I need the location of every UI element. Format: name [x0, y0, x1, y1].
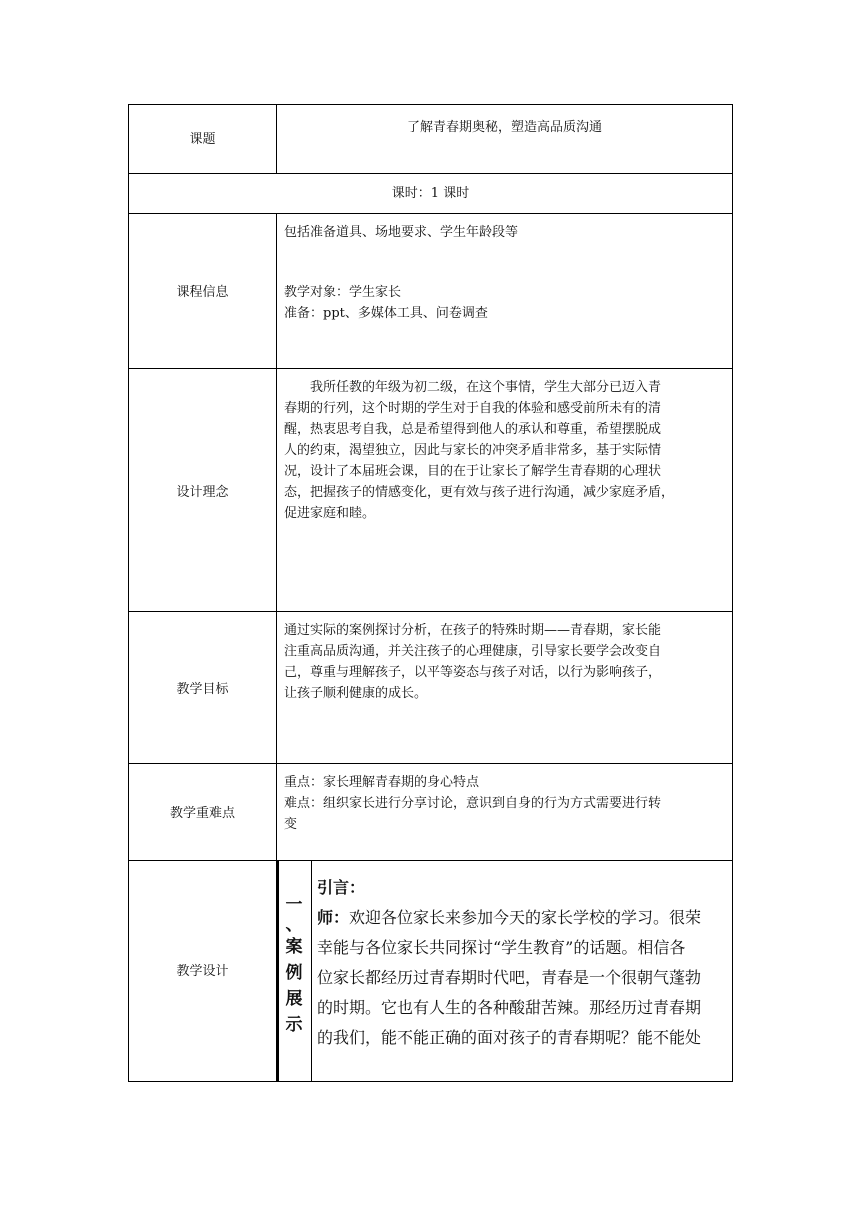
- design-concept-line: 人的约束，渴望独立，因此与家长的冲突矛盾非常多，基于实际情: [284, 443, 662, 458]
- teaching-goal-line: 通过实际的案例探讨分析，在孩子的特殊时期——青春期，家长能: [284, 623, 662, 638]
- course-info-line: 教学对象：学生家长: [284, 285, 402, 300]
- key-point-line: 难点：组织家长进行分享讨论，意识到自身的行为方式需要进行转: [284, 796, 662, 811]
- key-points-label: 教学重难点: [169, 806, 235, 821]
- design-concept-line: 促进家庭和睦。: [284, 506, 376, 521]
- section-char: 展: [285, 989, 303, 1009]
- design-line: 的我们，能不能正确的面对孩子的青春期呢？能不能处: [317, 1028, 702, 1047]
- section-title-case-study: [277, 862, 311, 1080]
- design-line: 的时期。它也有人生的各种酸甜苦辣。那经历过青春期: [317, 998, 702, 1017]
- design-concept-label: 设计理念: [176, 485, 229, 500]
- course-info-line: 包括准备道具、场地要求、学生年龄段等: [284, 225, 519, 240]
- key-points-content: [284, 772, 730, 835]
- design-concept-line: 春期的行列，这个时期的学生对于自我的体验和感受前所未有的清: [284, 401, 662, 416]
- teaching-design-label: 教学设计: [176, 964, 229, 979]
- teaching-goal-line: 注重高品质沟通，并关注孩子的心理健康，引导家长要学会改变自: [284, 644, 662, 659]
- teaching-goal-line: 让孩子顺利健康的成长。: [284, 686, 428, 701]
- section-char: 一: [285, 895, 303, 915]
- section-char: 案: [285, 937, 303, 957]
- section-char: 、: [285, 915, 303, 935]
- section-char: 示: [285, 1015, 303, 1035]
- course-info-content: [284, 222, 728, 324]
- course-info-label: 课程信息: [176, 285, 229, 300]
- topic-value: 了解青春期奥秘，塑造高品质沟通: [406, 120, 602, 135]
- teaching-goal-content: [284, 620, 730, 704]
- section-char: 例: [285, 963, 303, 983]
- topic-label: 课题: [189, 132, 216, 147]
- teaching-goal-label: 教学目标: [176, 682, 229, 697]
- course-info-line: 准备：ppt、多媒体工具、问卷调查: [284, 306, 488, 321]
- design-line: 幸能与各位家长共同探讨“学生教育”的话题。相信各: [317, 938, 686, 957]
- design-concept-content: [284, 377, 730, 524]
- teacher-speaker: 师：: [317, 908, 350, 927]
- design-concept-line: 态，把握孩子的情感变化，更有效与孩子进行沟通，减少家庭矛盾，: [284, 485, 675, 500]
- key-point-line: 变: [284, 817, 298, 832]
- design-concept-line: 况，设计了本届班会课，目的在于让家长了解学生青春期的心理状: [284, 464, 662, 479]
- design-line: 位家长都经历过青春期时代吧，青春是一个很朝气蓬勃: [317, 968, 702, 987]
- design-concept-line: 醒，热衷思考自我，总是希望得到他人的承认和尊重，希望摆脱成: [284, 422, 662, 437]
- intro-heading: 引言：: [317, 878, 366, 897]
- key-point-line: 重点：家长理解青春期的身心特点: [284, 775, 480, 790]
- teaching-goal-line: 己，尊重与理解孩子，以平等姿态与孩子对话，以行为影响孩子，: [284, 665, 662, 680]
- teaching-design-content: [317, 873, 732, 1053]
- design-line: 欢迎各位家长来参加今天的家长学校的学习。很荣: [349, 908, 702, 927]
- design-concept-line: 我所任教的年级为初二级，在这个事情，学生大部分已迈入青: [310, 380, 662, 395]
- class-hours: 课时：1 课时: [391, 186, 470, 201]
